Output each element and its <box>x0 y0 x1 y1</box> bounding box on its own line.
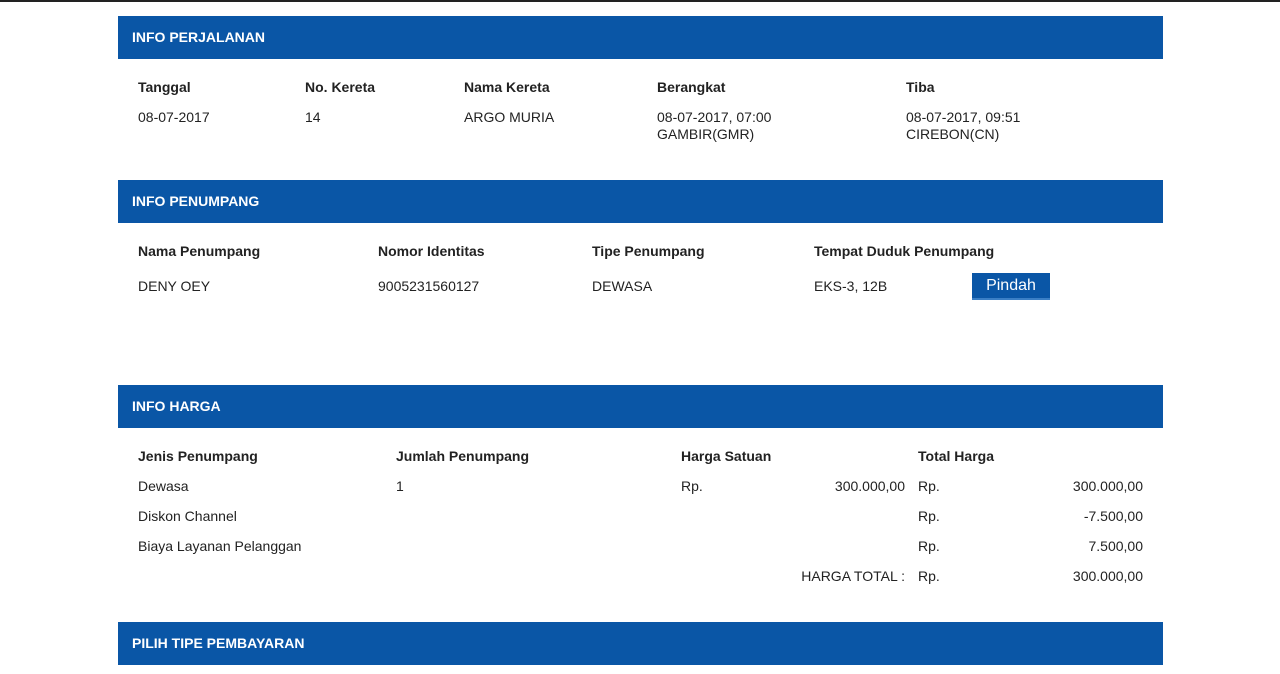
value-berangkat-time: 08-07-2017, 07:00 <box>657 109 772 125</box>
grand-total-value: 300.000,00 <box>1072 568 1143 584</box>
header-tipe-penumpang: Tipe Penumpang <box>592 243 705 259</box>
value-tempat-duduk: EKS-3, 12B <box>814 278 888 294</box>
price-row-total-currency: Rp. <box>918 538 940 554</box>
header-no-kereta: No. Kereta <box>305 79 376 95</box>
price-row-satuan-currency: Rp. <box>681 478 703 494</box>
value-nomor-identitas: 9005231560127 <box>378 278 480 294</box>
grand-total-currency: Rp. <box>918 568 940 584</box>
value-no-kereta: 14 <box>305 109 321 125</box>
price-row-total-currency: Rp. <box>918 508 940 524</box>
price-row-total-currency: Rp. <box>918 478 940 494</box>
section-header-perjalanan: INFO PERJALANAN <box>118 16 1163 59</box>
value-nama-penumpang: DENY OEY <box>138 278 211 294</box>
top-border <box>0 0 1280 2</box>
section-header-penumpang: INFO PENUMPANG <box>118 180 1163 223</box>
value-berangkat-station: GAMBIR(GMR) <box>657 126 755 142</box>
pindah-seat-button[interactable]: Pindah <box>972 273 1050 300</box>
price-row-jumlah: 1 <box>396 478 404 494</box>
price-row-jenis: Biaya Layanan Pelanggan <box>138 538 302 554</box>
header-tiba: Tiba <box>906 79 935 95</box>
price-row-satuan: 300.000,00 <box>834 478 905 494</box>
price-row-total: -7.500,00 <box>1083 508 1143 524</box>
section-header-harga: INFO HARGA <box>118 385 1163 428</box>
value-nama-kereta: ARGO MURIA <box>464 109 555 125</box>
price-row-jenis: Dewasa <box>138 478 189 494</box>
value-tiba-station: CIREBON(CN) <box>906 126 1000 142</box>
value-tanggal: 08-07-2017 <box>138 109 210 125</box>
price-row-total: 7.500,00 <box>1088 538 1143 554</box>
grand-total-label: HARGA TOTAL : <box>801 568 905 584</box>
header-total-harga: Total Harga <box>918 448 994 464</box>
value-tiba-time: 08-07-2017, 09:51 <box>906 109 1021 125</box>
header-nama-kereta: Nama Kereta <box>464 79 550 95</box>
header-nomor-identitas: Nomor Identitas <box>378 243 485 259</box>
price-row-jenis: Diskon Channel <box>138 508 237 524</box>
value-tipe-penumpang: DEWASA <box>592 278 653 294</box>
header-jumlah-penumpang: Jumlah Penumpang <box>396 448 530 464</box>
header-tempat-duduk: Tempat Duduk Penumpang <box>814 243 995 259</box>
header-harga-satuan: Harga Satuan <box>681 448 772 464</box>
header-berangkat: Berangkat <box>657 79 726 95</box>
header-nama-penumpang: Nama Penumpang <box>138 243 261 259</box>
header-jenis-penumpang: Jenis Penumpang <box>138 448 258 464</box>
section-header-pembayaran: PILIH TIPE PEMBAYARAN <box>118 622 1163 665</box>
header-tanggal: Tanggal <box>138 79 191 95</box>
price-row-total: 300.000,00 <box>1072 478 1143 494</box>
